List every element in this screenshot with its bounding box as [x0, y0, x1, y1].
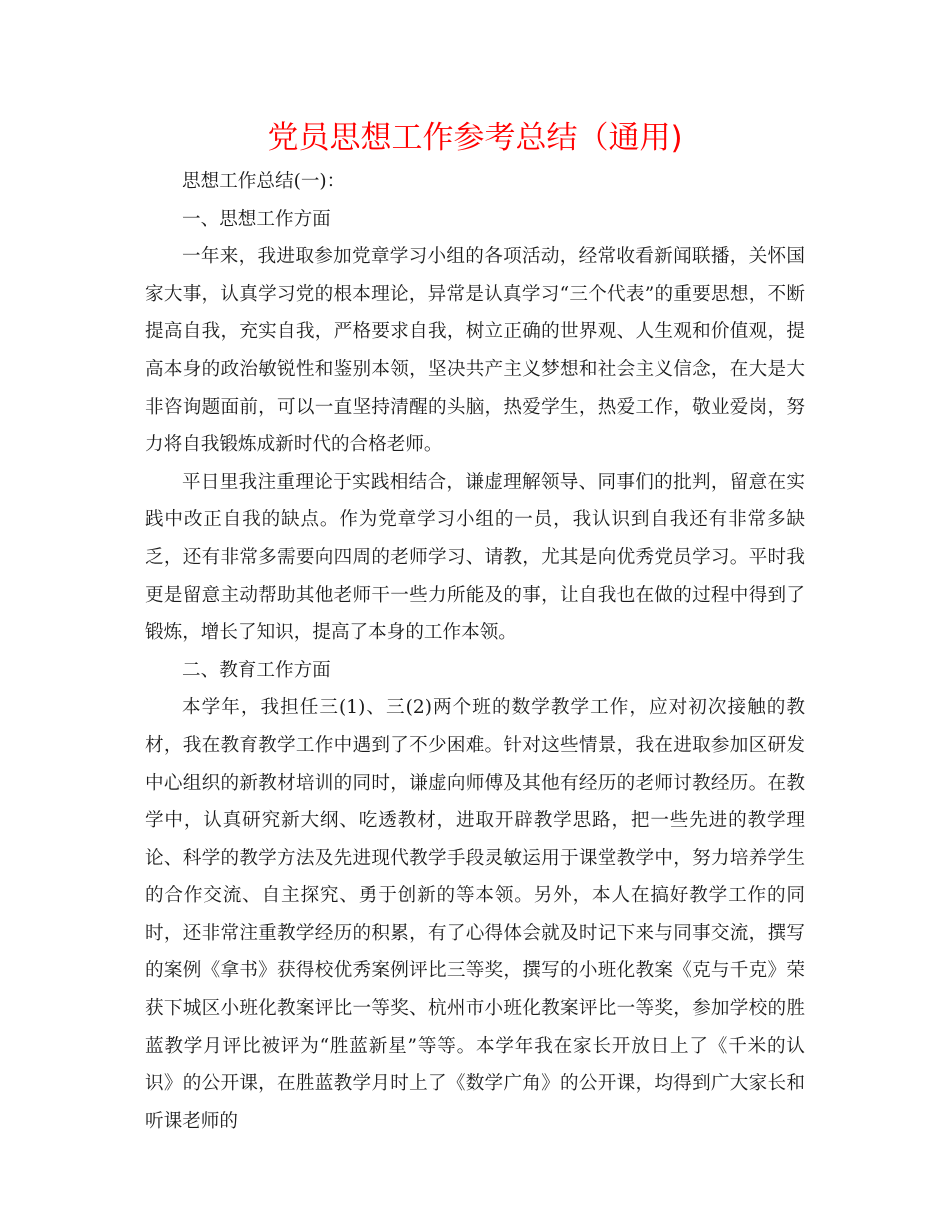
subsection-heading: 一、思想工作方面 [182, 208, 331, 230]
document-body [145, 163, 805, 1140]
subsection-heading: 二、教育工作方面 [182, 659, 331, 681]
body-paragraph: 一年来，我进取参加党章学习小组的各项活动，经常收看新闻联播，关怀国家大事，认真学习党的根本理论，异常是认真学习“三个代表”的重要思想，不断提高自我，充实自我，严格要求自我，树立正确的世界观、人生观和价值观，提高本身的政治敏锐性和鉴别本领，坚决共产主义梦想和社会主义信念，在大是大非咨询题面前，可以一直坚持清醒的头脑，热爱学生，热爱工作，敬业爱岗，努力将自我锻炼成新时代的合格老师。 [145, 246, 805, 456]
section-heading: 思想工作总结(一)： [182, 171, 346, 192]
body-paragraph: 本学年，我担任三(1)、三(2)两个班的数学教学工作，应对初次接触的教材，我在教育教学工作中遇到了不少困难。针对这些情景，我在进取参加区研发中心组织的新教材培训的同时，谦虚向师傅及其他有经历的老师讨教经历。在教学中，认真研究新大纲、吃透教材，进取开辟教学思路，把一些先进的教学理论、科学的教学方法及先进现代教学手段灵敏运用于课堂教学中，努力培养学生的合作交流、自主探究、勇于创新的等本领。另外，本人在搞好教学工作的同时，还非常注重教学经历的积累，有了心得体会就及时记下来与同事交流，撰写的案例《拿书》获得校优秀案例评比三等奖，撰写的小班化教案《克与千克》荣获下城区小班化教案评比一等奖、杭州市小班化教案评比一等奖，参加学校的胜蓝教学月评比被评为“胜蓝新星”等等。本学年我在家长开放日上了《千米的认识》的公开课，在胜蓝教学月时上了《数学广角》的公开课，均得到广大家长和听课老师的 [145, 697, 805, 1132]
body-paragraph: 平日里我注重理论于实践相结合，谦虚理解领导、同事们的批判，留意在实践中改正自我的缺点。作为党章学习小组的一员，我认识到自我还有非常多缺乏，还有非常多需要向四周的老师学习、请教，尤其是向优秀党员学习。平时我更是留意主动帮助其他老师干一些力所能及的事，让自我也在做的过程中得到了锻炼，增长了知识，提高了本身的工作本领。 [145, 471, 805, 644]
document-title: 党员思想工作参考总结（通用) [267, 120, 683, 156]
